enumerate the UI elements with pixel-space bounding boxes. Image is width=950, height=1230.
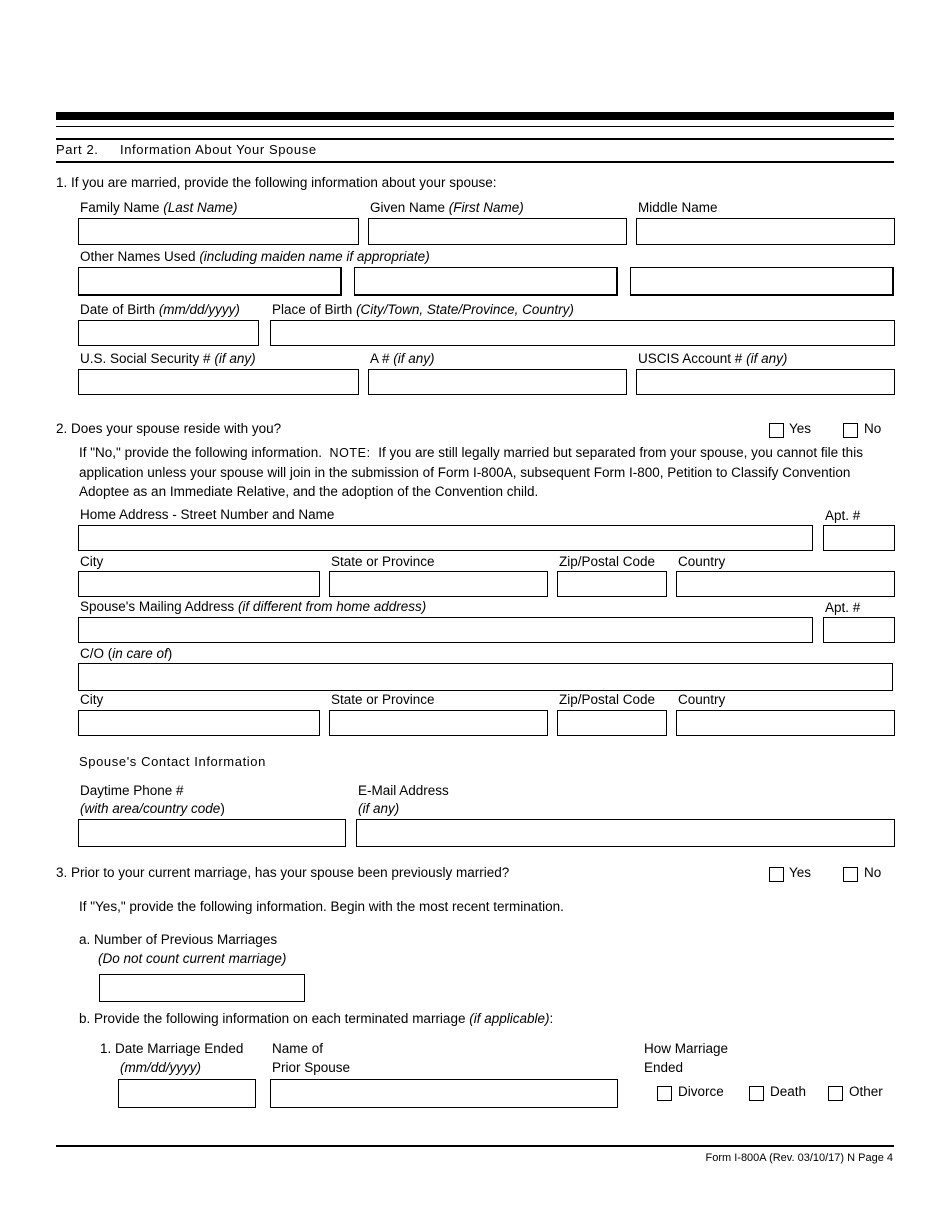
other-checkbox[interactable] [828,1086,843,1101]
ssn-label [80,351,256,367]
pob-text: Place of Birth [272,302,353,317]
mail-state-label: State or Province [331,692,435,707]
dob-hint: (mm/dd/yyyy) [158,302,240,317]
note-intro: If "No," provide the following information. [79,445,322,460]
given-name-text: Given Name [370,200,446,215]
mail-country-label: Country [678,692,726,707]
family-name-text: Family Name [80,200,160,215]
uscis-input[interactable] [636,369,895,395]
co-text: C/O ( [80,646,113,661]
previous-marriages-input[interactable] [99,974,305,1002]
dob-input[interactable] [78,320,259,346]
home-address-label: Home Address - Street Number and Name [80,507,335,522]
a-number-input[interactable] [368,369,627,395]
uscis-hint: (if any) [746,351,788,366]
home-address-input[interactable] [78,525,813,551]
q3a-label: a. Number of Previous Marriages [79,932,278,947]
other-names-hint: (including maiden name if appropriate) [199,249,430,264]
top-thin-rule [56,126,894,127]
home-zip-label: Zip/Postal Code [559,554,656,569]
other-names-input-3[interactable] [630,267,894,296]
phone-hint: (with area/country code [80,801,221,816]
phone-label: Daytime Phone # [80,783,184,798]
pob-hint: (City/Town, State/Province, Country) [356,302,574,317]
uscis-text: USCIS Account # [638,351,743,366]
co-hint: in care of [112,646,168,661]
middle-name-input[interactable] [636,218,895,245]
email-input[interactable] [356,819,895,847]
a-number-text: A # [370,351,390,366]
q2-note [79,443,894,501]
pob-label [272,302,574,318]
q2-prompt: 2. Does your spouse reside with you? [56,421,282,436]
family-name-hint: (Last Name) [163,200,238,215]
q3-no-checkbox[interactable] [843,867,858,882]
q2-no-checkbox[interactable] [843,423,858,438]
date-ended-hint-line [120,1060,201,1076]
family-name-label [80,200,238,216]
footer-form-id: Form I-800A (Rev. 03/10/17) N Page 4 [705,1152,893,1164]
home-city-label: City [80,554,104,569]
part-number: Part 2. [56,142,99,157]
ssn-hint: (if any) [214,351,256,366]
given-name-hint: (First Name) [448,200,524,215]
home-country-label: Country [678,554,726,569]
mail-zip-input[interactable] [557,710,667,736]
phone-close: ) [220,801,225,816]
mailing-label [80,599,426,615]
other-names-input-1[interactable] [78,267,342,296]
other-names-input-2[interactable] [354,267,618,296]
q2-yes-checkbox[interactable] [769,423,784,438]
prior-spouse-label-2: Prior Spouse [272,1060,351,1075]
phone-hint-line [80,801,225,817]
date-ended-label: 1. Date Marriage Ended [100,1041,244,1056]
note-label: NOTE: [329,446,371,460]
home-state-label: State or Province [331,554,435,569]
co-label [80,646,172,662]
pob-input[interactable] [270,320,895,346]
co-input[interactable] [78,663,893,691]
mail-country-input[interactable] [676,710,895,736]
apt-label-2: Apt. # [825,600,861,615]
given-name-input[interactable] [368,218,627,245]
other-label: Other [849,1084,883,1099]
q3-no-label: No [864,865,882,880]
mailing-text: Spouse's Mailing Address [80,599,235,614]
mail-city-input[interactable] [78,710,320,736]
mailing-hint: (if different from home address) [237,599,427,614]
q3b-text: b. Provide the following information on each terminated marriage [79,1011,466,1026]
how-ended-label-1: How Marriage [644,1041,729,1056]
q3-prompt: 3. Prior to your current marriage, has your spouse been previously married? [56,865,510,880]
a-number-hint: (if any) [393,351,435,366]
q1-prompt: 1. If you are married, provide the following information about your spouse: [56,175,497,190]
apt-label-1: Apt. # [825,508,861,523]
home-city-input[interactable] [78,571,320,597]
q2-yes-label: Yes [789,421,812,436]
date-ended-hint: (mm/dd/yyyy) [120,1060,201,1075]
prior-spouse-label-1: Name of [272,1041,324,1056]
top-thick-rule [56,112,894,120]
other-names-label [80,249,430,265]
home-zip-input[interactable] [557,571,667,597]
q3-yes-label: Yes [789,865,812,880]
q3a-hint-line [98,951,286,967]
part-title: Information About Your Spouse [120,142,317,157]
q3b-label [79,1011,553,1027]
mail-state-input[interactable] [329,710,548,736]
ssn-text: U.S. Social Security # [80,351,211,366]
contact-header: Spouse's Contact Information [79,754,266,769]
family-name-input[interactable] [78,218,359,245]
phone-input[interactable] [78,819,346,847]
dob-text: Date of Birth [80,302,156,317]
email-hint-line [358,801,399,817]
death-label: Death [770,1084,807,1099]
co-close: ) [167,646,173,661]
home-country-input[interactable] [676,571,895,597]
mail-city-label: City [80,692,104,707]
other-names-text: Other Names Used [80,249,196,264]
ssn-input[interactable] [78,369,359,395]
q3-yes-checkbox[interactable] [769,867,784,882]
note-text: If you are still legally married but separated from your spouse, you cannot file this application unless your spouse will join in the submission of Form I-800A, subsequent Form I-800, Petition to Classify Convention Adoptee as an Immediate Relative, and the adoption of the Convention child. [79,445,863,499]
date-ended-input[interactable] [118,1079,256,1108]
q3b-colon: : [549,1011,554,1026]
divorce-checkbox[interactable] [657,1086,672,1101]
divorce-label: Divorce [678,1084,724,1099]
uscis-label [638,351,787,367]
home-state-input[interactable] [329,571,548,597]
a-number-label [370,351,435,367]
prior-spouse-input[interactable] [270,1079,618,1108]
q3a-hint: (Do not count current marriage) [98,951,287,966]
given-name-label [370,200,524,216]
middle-name-label: Middle Name [638,200,718,215]
death-checkbox[interactable] [749,1086,764,1101]
mailing-apt-input[interactable] [823,617,895,643]
how-ended-label-2: Ended [644,1060,684,1075]
q3-intro: If "Yes," provide the following information. Begin with the most recent termination. [79,899,564,914]
email-hint: (if any) [358,801,400,816]
dob-label [80,302,240,318]
home-apt-input[interactable] [823,525,895,551]
q3b-hint: (if applicable) [469,1011,550,1026]
email-label: E-Mail Address [358,783,449,798]
mail-zip-label: Zip/Postal Code [559,692,656,707]
q2-no-label: No [864,421,882,436]
part-top-rule [56,138,894,140]
part-bottom-rule [56,161,894,163]
mailing-address-input[interactable] [78,617,813,643]
footer-rule [56,1145,894,1147]
